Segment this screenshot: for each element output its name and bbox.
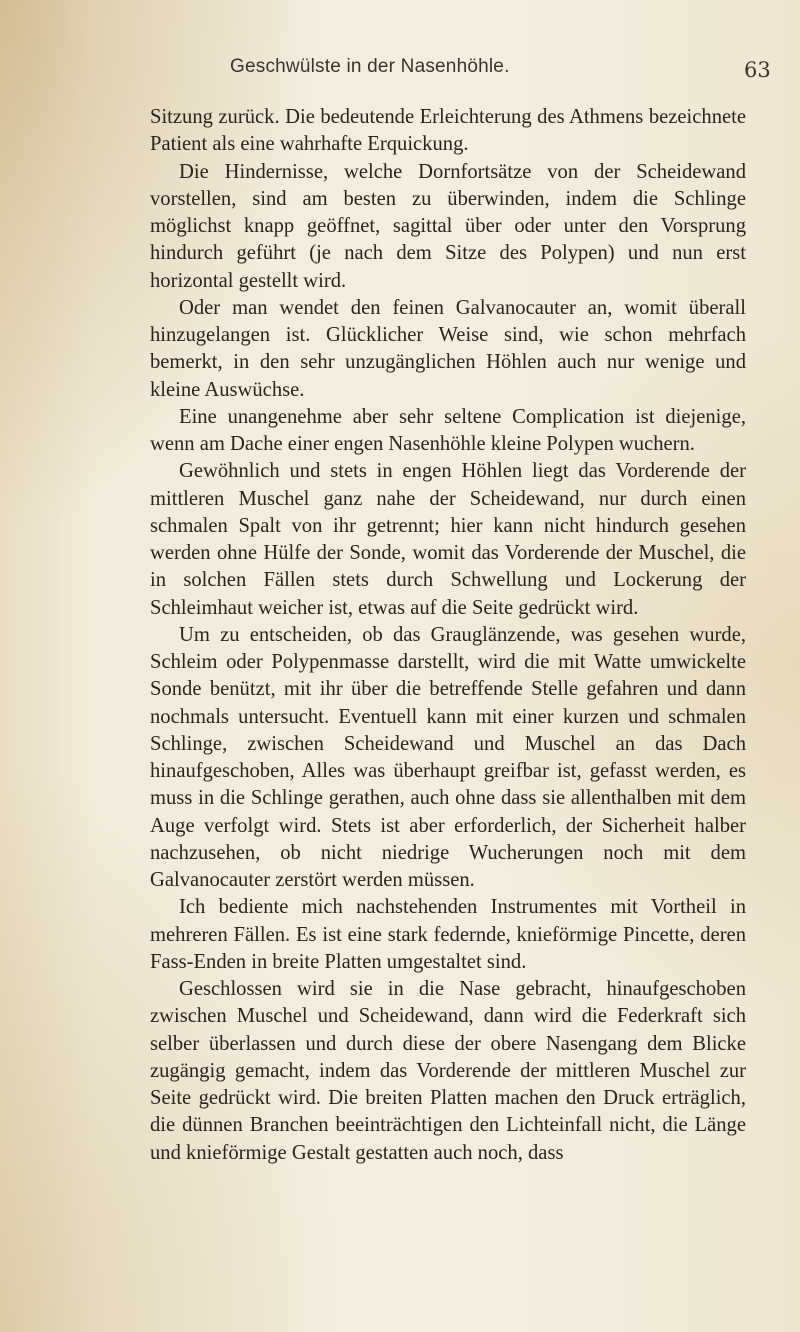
running-title: Geschwülste in der Nasenhöhle. — [230, 56, 510, 77]
paragraph: Geschlossen wird sie in die Nase gebracht, hinaufgeschoben zwischen Muschel und Scheidewand, dann wird die Federkraft sich selber überlassen und durch diese der obere Nasengang dem Blicke zugängig gemacht, indem das Vorderende der mittleren Muschel zur Seite gedrückt wird. Die breiten Platten machen den Druck erträglich, die dünnen Branchen beeinträchtigen den Lichteinfall nicht, die Länge und knieförmige Gestalt gestatten auch noch, dass — [150, 978, 746, 1164]
paragraph: Um zu entscheiden, ob das Grauglänzende, was gesehen wurde, Schleim oder Polypenmasse darstellt, wird die mit Watte umwickelte Sonde benützt, mit ihr über die betreffende Stelle gefahren und dann nochmals untersucht. Eventuell kann mit einer kurzen und schmalen Schlinge, zwischen Scheidewand und Muschel an das Dach hinaufgeschoben, Alles was überhaupt greifbar ist, gefasst werden, es muss in die Schlinge gerathen, auch ohne dass sie allenthalben mit dem Auge verfolgt wird. Stets ist aber erforderlich, der Sicherheit halber nachzusehen, ob nicht niedrige Wucherungen noch mit dem Galvanocauter zerstört werden müssen. — [150, 623, 746, 891]
paragraph: Die Hindernisse, welche Dornfortsätze von der Scheidewand vorstellen, sind am besten zu überwinden, indem die Schlinge möglichst knapp geöffnet, sagittal über oder unter den Vorsprung hindurch geführt (je nach dem Sitze des Polypen) und nun erst horizontal gestellt wird. — [150, 160, 746, 292]
paragraph: Sitzung zurück. Die bedeutende Erleichterung des Athmens bezeichnete Patient als eine wahrhafte Erquickung. — [150, 106, 746, 156]
page-number: 63 — [744, 58, 771, 82]
paragraph: Gewöhnlich und stets in engen Höhlen liegt das Vorderende der mittleren Muschel ganz nahe der Scheidewand, nur durch einen schmalen Spalt von ihr getrennt; hier kann nicht hindurch gesehen werden ohne Hülfe der Sonde, womit das Vorderende der Muschel, die in solchen Fällen stets durch Schwellung und Lockerung der Schleimhaut weicher ist, etwas auf die Seite gedrückt wird. — [150, 460, 746, 619]
paragraph: Eine unangenehme aber sehr seltene Complication ist diejenige, wenn am Dache einer engen Nasenhöhle kleine Polypen wuchern. — [150, 405, 746, 455]
paragraph: Ich bediente mich nachstehenden Instrumentes mit Vortheil in mehreren Fällen. Es ist eine stark federnde, knieförmige Pincette, deren Fass-Enden in breite Platten umgestaltet sind. — [150, 896, 746, 973]
body-text — [150, 104, 746, 1167]
paragraph: Oder man wendet den feinen Galvanocauter an, womit überall hinzugelangen ist. Glücklicher Weise sind, wie schon mehrfach bemerkt, in den sehr unzugänglichen Höhlen auch nur wenige und kleine Auswüchse. — [150, 296, 746, 401]
page-header — [0, 56, 800, 86]
